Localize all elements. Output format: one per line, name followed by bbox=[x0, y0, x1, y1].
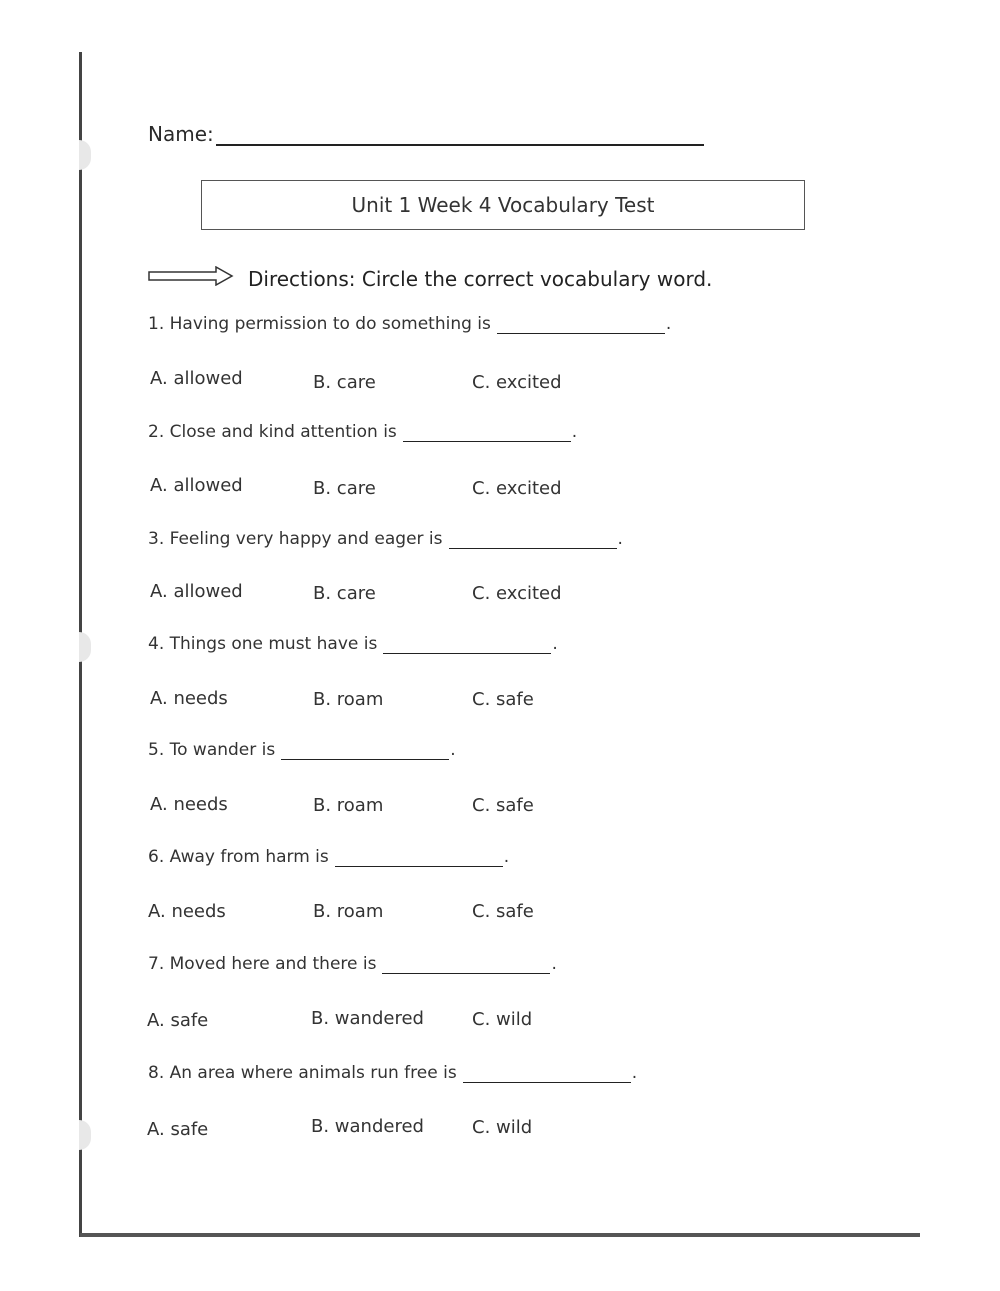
option-b[interactable]: B. roam bbox=[313, 795, 384, 816]
option-a[interactable]: A. needs bbox=[150, 688, 228, 709]
option-c[interactable]: C. wild bbox=[472, 1009, 533, 1030]
page-bottom-edge bbox=[80, 1233, 920, 1237]
question-prompt: 5. To wander is bbox=[148, 740, 276, 760]
punch-hole bbox=[79, 632, 91, 662]
question-5 bbox=[148, 740, 456, 760]
name-blank-line[interactable] bbox=[216, 122, 704, 146]
question-prompt: 4. Things one must have is bbox=[148, 634, 378, 654]
answer-blank bbox=[497, 317, 665, 334]
question-end: . bbox=[571, 422, 578, 442]
page-title: Unit 1 Week 4 Vocabulary Test bbox=[351, 193, 655, 217]
punch-hole bbox=[79, 140, 91, 170]
question-end: . bbox=[631, 1063, 638, 1083]
option-b[interactable]: B. roam bbox=[313, 689, 384, 710]
question-prompt: 1. Having permission to do something is bbox=[148, 314, 491, 334]
question-prompt: 6. Away from harm is bbox=[148, 847, 329, 867]
option-a[interactable]: A. safe bbox=[147, 1010, 209, 1031]
answer-blank bbox=[449, 532, 617, 549]
directions-text: Directions: Circle the correct vocabulary word. bbox=[248, 266, 713, 291]
question-end: . bbox=[503, 847, 510, 867]
answer-blank bbox=[463, 1066, 631, 1083]
directions bbox=[148, 266, 712, 291]
option-a[interactable]: A. safe bbox=[147, 1119, 209, 1140]
option-b[interactable]: B. roam bbox=[313, 901, 384, 922]
option-c[interactable]: C. safe bbox=[472, 795, 534, 816]
answer-blank bbox=[383, 637, 551, 654]
question-prompt: 8. An area where animals run free is bbox=[148, 1063, 457, 1083]
question-end: . bbox=[551, 954, 557, 974]
name-field bbox=[148, 122, 704, 146]
option-a[interactable]: A. allowed bbox=[150, 581, 243, 602]
question-prompt: 3. Feeling very happy and eager is bbox=[148, 529, 443, 549]
right-outline-arrow-icon bbox=[148, 266, 234, 291]
question-end: . bbox=[665, 314, 672, 334]
option-c[interactable]: C. safe bbox=[472, 689, 534, 710]
question-prompt: 2. Close and kind attention is bbox=[148, 422, 397, 442]
option-b[interactable]: B. wandered bbox=[311, 1008, 424, 1029]
question-1 bbox=[148, 314, 671, 334]
answer-blank bbox=[382, 957, 550, 974]
option-b[interactable]: B. care bbox=[313, 583, 376, 604]
option-a[interactable]: A. allowed bbox=[150, 368, 243, 389]
answer-blank bbox=[281, 743, 449, 760]
option-c[interactable]: C. safe bbox=[472, 901, 534, 922]
option-c[interactable]: C. excited bbox=[472, 478, 562, 499]
question-3 bbox=[148, 529, 623, 549]
answer-blank bbox=[403, 425, 571, 442]
option-a[interactable]: A. needs bbox=[148, 901, 226, 922]
name-label: Name: bbox=[148, 122, 214, 146]
option-b[interactable]: B. care bbox=[313, 478, 376, 499]
question-6 bbox=[148, 847, 509, 867]
question-4 bbox=[148, 634, 558, 654]
question-7 bbox=[148, 954, 557, 974]
question-2 bbox=[148, 422, 577, 442]
question-end: . bbox=[450, 740, 456, 760]
option-a[interactable]: A. needs bbox=[150, 794, 228, 815]
test-title-box bbox=[201, 180, 805, 230]
option-c[interactable]: C. excited bbox=[472, 372, 562, 393]
option-b[interactable]: B. wandered bbox=[311, 1116, 424, 1137]
option-c[interactable]: C. wild bbox=[472, 1117, 533, 1138]
option-b[interactable]: B. care bbox=[313, 372, 376, 393]
option-c[interactable]: C. excited bbox=[472, 583, 562, 604]
option-a[interactable]: A. allowed bbox=[150, 475, 243, 496]
question-8 bbox=[148, 1063, 637, 1083]
question-end: . bbox=[552, 634, 558, 654]
question-end: . bbox=[617, 529, 623, 549]
punch-hole bbox=[79, 1120, 91, 1150]
question-prompt: 7. Moved here and there is bbox=[148, 954, 377, 974]
answer-blank bbox=[335, 850, 503, 867]
